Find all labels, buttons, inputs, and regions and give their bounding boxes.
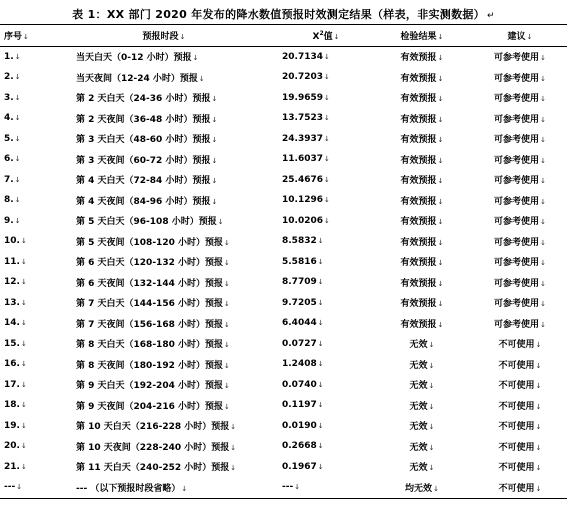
cell-end-mark: ↓ xyxy=(198,74,205,83)
cell-result: 无效↓ xyxy=(409,401,435,412)
cell-end-mark: ↓ xyxy=(317,339,324,348)
cell-seq: 4.↓ xyxy=(4,113,21,124)
cell-end-mark: ↓ xyxy=(181,484,188,493)
cell-end-mark: ↓ xyxy=(14,155,21,164)
cell-chi-square: 25.4676↓ xyxy=(282,174,330,185)
cell-end-mark: ↓ xyxy=(540,115,546,124)
cell-result: 有效预报↓ xyxy=(400,155,444,166)
cell-end-mark: ↓ xyxy=(437,95,444,104)
cell-seq: 18.↓ xyxy=(4,400,27,411)
header-period: 预报时段↓ xyxy=(142,31,186,42)
cell-seq: 8.↓ xyxy=(4,195,21,206)
cell-period: 第 10 天夜间（228-240 小时）预报↓ xyxy=(76,442,237,453)
cell-chi-square: 5.5816↓ xyxy=(282,256,324,267)
cell-advice: 不可使用↓ xyxy=(498,483,542,494)
cell-advice: 可参考使用↓ xyxy=(494,176,546,187)
cell-end-mark: ↓ xyxy=(317,237,324,246)
cell-end-mark: ↓ xyxy=(437,136,444,145)
cell-end-mark: ↓ xyxy=(20,339,27,348)
cell-end-mark: ↓ xyxy=(437,259,444,268)
cell-chi-square: 11.6037↓ xyxy=(282,154,330,165)
cell-advice: 不可使用↓ xyxy=(498,381,542,392)
cell-advice: 不可使用↓ xyxy=(498,422,542,433)
cell-result: 有效预报↓ xyxy=(400,278,444,289)
cell-chi-square: 8.7709↓ xyxy=(282,277,324,288)
cell-period: 第 8 天白天（168-180 小时）预报↓ xyxy=(76,340,230,351)
cell-period: 当天白天（0-12 小时）预报↓ xyxy=(76,53,199,64)
cell-result: 无效↓ xyxy=(409,442,435,453)
cell-end-mark: ↓ xyxy=(20,257,27,266)
cell-end-mark: ↓ xyxy=(223,300,230,309)
table-row xyxy=(0,313,567,334)
cell-period: 第 10 天白天（216-228 小时）预报↓ xyxy=(76,422,237,433)
cell-period: 第 2 天白天（24-36 小时）预报↓ xyxy=(76,94,218,105)
cell-end-mark: ↓ xyxy=(14,134,21,143)
cell-seq: 16.↓ xyxy=(4,359,27,370)
cell-end-mark: ↓ xyxy=(428,341,435,350)
cell-period: 第 9 天夜间（204-216 小时）预报↓ xyxy=(76,401,230,412)
cell-end-mark: ↓ xyxy=(428,443,435,452)
cell-result: 无效↓ xyxy=(409,360,435,371)
cell-end-mark: ↓ xyxy=(317,421,324,430)
cell-advice: 可参考使用↓ xyxy=(494,94,546,105)
cell-advice: 可参考使用↓ xyxy=(494,258,546,269)
cell-period: 第 2 天夜间（36-48 小时）预报↓ xyxy=(76,114,218,125)
cell-end-mark: ↓ xyxy=(317,319,324,328)
cell-end-mark: ↓ xyxy=(211,197,218,206)
table-row xyxy=(0,46,567,67)
cell-end-mark: ↓ xyxy=(437,279,444,288)
cell-end-mark: ↓ xyxy=(540,95,546,104)
cell-end-mark: ↓ xyxy=(223,320,230,329)
cell-advice: 可参考使用↓ xyxy=(494,319,546,330)
cell-seq: 20.↓ xyxy=(4,441,27,452)
cell-advice: 可参考使用↓ xyxy=(494,73,546,84)
cell-seq: 10.↓ xyxy=(4,236,27,247)
cell-advice: 可参考使用↓ xyxy=(494,53,546,64)
cell-end-mark: ↓ xyxy=(20,401,27,410)
cell-result: 无效↓ xyxy=(409,463,435,474)
table-row xyxy=(0,252,567,273)
cell-end-mark: ↓ xyxy=(317,360,324,369)
cell-seq: ---↓ xyxy=(4,482,23,493)
cell-advice: 不可使用↓ xyxy=(498,463,542,474)
cell-seq: 21.↓ xyxy=(4,461,27,472)
cell-end-mark: ↓ xyxy=(540,156,546,165)
cell-advice: 可参考使用↓ xyxy=(494,135,546,146)
table-caption xyxy=(0,6,567,22)
cell-period: 第 11 天白天（240-252 小时）预报↓ xyxy=(76,463,237,474)
cell-seq: 6.↓ xyxy=(4,154,21,165)
cell-end-mark: ↓ xyxy=(294,483,301,492)
table-row xyxy=(0,67,567,88)
cell-end-mark: ↓ xyxy=(223,341,230,350)
cell-chi-square: 0.1967↓ xyxy=(282,461,324,472)
cell-end-mark: ↓ xyxy=(437,115,444,124)
table-row xyxy=(0,88,567,109)
cell-advice: 可参考使用↓ xyxy=(494,278,546,289)
cell-result: 无效↓ xyxy=(409,422,435,433)
cell-result: 有效预报↓ xyxy=(400,217,444,228)
cell-chi-square: 20.7134↓ xyxy=(282,51,330,62)
cell-result: 均无效↓ xyxy=(405,483,439,494)
cell-result: 有效预报↓ xyxy=(400,258,444,269)
cell-end-mark: ↓ xyxy=(437,320,444,329)
cell-period: 第 6 天夜间（132-144 小时）预报↓ xyxy=(76,278,230,289)
cell-end-mark: ↓ xyxy=(535,464,542,473)
cell-end-mark: ↓ xyxy=(428,382,435,391)
cell-seq: 12.↓ xyxy=(4,277,27,288)
cell-seq: 14.↓ xyxy=(4,318,27,329)
table-row xyxy=(0,334,567,355)
cell-chi-square: 1.2408↓ xyxy=(282,359,324,370)
cell-end-mark: ↓ xyxy=(230,443,237,452)
cell-end-mark: ↓ xyxy=(535,484,542,493)
table-row xyxy=(0,354,567,375)
cell-result: 无效↓ xyxy=(409,381,435,392)
cell-advice: 不可使用↓ xyxy=(498,340,542,351)
cell-period: 第 6 天白天（120-132 小时）预报↓ xyxy=(76,258,230,269)
cell-period: 当天夜间（12-24 小时）预报↓ xyxy=(76,73,205,84)
cell-end-mark: ↓ xyxy=(540,74,546,83)
cell-result: 有效预报↓ xyxy=(400,94,444,105)
cell-result: 有效预报↓ xyxy=(400,73,444,84)
cell-end-mark: ↓ xyxy=(428,464,435,473)
cell-period: --- （以下预报时段省略）↓ xyxy=(76,483,188,494)
cell-end-mark: ↓ xyxy=(14,73,21,82)
table-row xyxy=(0,108,567,129)
cell-chi-square: 8.5832↓ xyxy=(282,236,324,247)
caption-text: 表 1：XX 部门 2020 年发布的降水数值预报时效测定结果（样表，非实测数据） xyxy=(72,8,485,21)
cell-advice: 可参考使用↓ xyxy=(494,299,546,310)
cell-period: 第 5 天夜间（108-120 小时）预报↓ xyxy=(76,237,230,248)
header-result: 检验结果↓ xyxy=(400,31,444,42)
cell-end-mark: ↓ xyxy=(437,197,444,206)
cell-chi-square: 13.7523↓ xyxy=(282,113,330,124)
cell-advice: 可参考使用↓ xyxy=(494,196,546,207)
cell-chi-square: 10.0206↓ xyxy=(282,215,330,226)
cell-end-mark: ↓ xyxy=(535,443,542,452)
cell-end-mark: ↓ xyxy=(535,382,542,391)
cell-advice: 可参考使用↓ xyxy=(494,155,546,166)
cell-end-mark: ↓ xyxy=(437,238,444,247)
cell-end-mark: ↓ xyxy=(540,54,546,63)
cell-period: 第 8 天夜间（180-192 小时）预报↓ xyxy=(76,360,230,371)
table-row xyxy=(0,375,567,396)
cell-end-mark: ↓ xyxy=(223,361,230,370)
cell-end-mark: ↓ xyxy=(437,74,444,83)
cell-period: 第 4 天白天（72-84 小时）预报↓ xyxy=(76,176,218,187)
cell-advice: 可参考使用↓ xyxy=(494,114,546,125)
cell-seq: 13.↓ xyxy=(4,297,27,308)
cell-chi-square: 0.0740↓ xyxy=(282,379,324,390)
cell-end-mark: ↓ xyxy=(223,259,230,268)
table-row xyxy=(0,457,567,478)
cell-end-mark: ↓ xyxy=(324,93,330,102)
cell-seq: 9.↓ xyxy=(4,215,21,226)
cell-end-mark: ↓ xyxy=(428,361,435,370)
cell-chi-square: 19.9659↓ xyxy=(282,92,330,103)
cell-period: 第 9 天白天（192-204 小时）预报↓ xyxy=(76,381,230,392)
cell-result: 有效预报↓ xyxy=(400,299,444,310)
cell-end-mark: ↓ xyxy=(324,175,330,184)
table-row xyxy=(0,149,567,170)
cell-period: 第 3 天白天（48-60 小时）预报↓ xyxy=(76,135,218,146)
cell-advice: 不可使用↓ xyxy=(498,360,542,371)
cell-advice: 可参考使用↓ xyxy=(494,217,546,228)
cell-seq: 15.↓ xyxy=(4,338,27,349)
cell-end-mark: ↓ xyxy=(14,175,21,184)
cell-result: 有效预报↓ xyxy=(400,196,444,207)
cell-end-mark: ↓ xyxy=(317,401,324,410)
cell-end-mark: ↓ xyxy=(20,380,27,389)
cell-end-mark: ↓ xyxy=(540,279,546,288)
cell-end-mark: ↓ xyxy=(324,216,330,225)
table-row xyxy=(0,395,567,416)
cell-chi-square: 0.2668↓ xyxy=(282,441,324,452)
cell-end-mark: ↓ xyxy=(223,382,230,391)
table-row xyxy=(0,416,567,437)
table-row xyxy=(0,272,567,293)
cell-end-mark: ↓ xyxy=(14,93,21,102)
cell-end-mark: ↓ xyxy=(230,423,237,432)
table-row xyxy=(0,211,567,232)
cell-seq: 11.↓ xyxy=(4,256,27,267)
cell-end-mark: ↓ xyxy=(535,361,542,370)
cell-period: 第 7 天白天（144-156 小时）预报↓ xyxy=(76,299,230,310)
cell-end-mark: ↓ xyxy=(211,95,218,104)
cell-end-mark: ↓ xyxy=(20,360,27,369)
cell-end-mark: ↓ xyxy=(317,442,324,451)
cell-period: 第 3 天夜间（60-72 小时）预报↓ xyxy=(76,155,218,166)
cell-result: 无效↓ xyxy=(409,340,435,351)
cell-chi-square: 6.4044↓ xyxy=(282,318,324,329)
cell-end-mark: ↓ xyxy=(223,279,230,288)
cell-end-mark: ↓ xyxy=(535,402,542,411)
cell-chi-square: 10.1296↓ xyxy=(282,195,330,206)
cell-end-mark: ↓ xyxy=(540,238,546,247)
cell-result: 有效预报↓ xyxy=(400,135,444,146)
header-chi-square: $X^2$值↓ xyxy=(312,29,340,42)
cell-seq: 2.↓ xyxy=(4,72,21,83)
cell-end-mark: ↓ xyxy=(437,300,444,309)
cell-result: 有效预报↓ xyxy=(400,53,444,64)
cell-end-mark: ↓ xyxy=(317,298,324,307)
table-row xyxy=(0,129,567,150)
cell-result: 有效预报↓ xyxy=(400,114,444,125)
cell-end-mark: ↓ xyxy=(16,483,23,492)
cell-chi-square: ---↓ xyxy=(282,482,301,493)
table-row xyxy=(0,436,567,457)
cell-chi-square: 0.0727↓ xyxy=(282,338,324,349)
header-seq: 序号↓ xyxy=(4,31,29,42)
cell-end-mark: ↓ xyxy=(540,300,546,309)
cell-end-mark: ↓ xyxy=(324,73,330,82)
cell-end-mark: ↓ xyxy=(437,177,444,186)
cell-end-mark: ↓ xyxy=(317,257,324,266)
cell-chi-square: 24.3937↓ xyxy=(282,133,330,144)
cell-end-mark: ↓ xyxy=(211,136,218,145)
cell-seq: 1.↓ xyxy=(4,51,21,62)
cell-end-mark: ↓ xyxy=(223,238,230,247)
cell-result: 有效预报↓ xyxy=(400,237,444,248)
cell-end-mark: ↓ xyxy=(192,54,199,63)
cell-end-mark: ↓ xyxy=(211,177,218,186)
cell-end-mark: ↓ xyxy=(20,278,27,287)
cell-chi-square: 0.0190↓ xyxy=(282,420,324,431)
cell-end-mark: ↓ xyxy=(540,177,546,186)
cell-end-mark: ↓ xyxy=(20,421,27,430)
cell-period: 第 7 天夜间（156-168 小时）预报↓ xyxy=(76,319,230,330)
cell-end-mark: ↓ xyxy=(14,196,21,205)
cell-chi-square: 9.7205↓ xyxy=(282,297,324,308)
cell-period: 第 4 天夜间（84-96 小时）预报↓ xyxy=(76,196,218,207)
table-row xyxy=(0,190,567,211)
cell-end-mark: ↓ xyxy=(535,423,542,432)
cell-end-mark: ↓ xyxy=(20,237,27,246)
table-row xyxy=(0,477,567,498)
table-row xyxy=(0,293,567,314)
cell-end-mark: ↓ xyxy=(317,462,324,471)
cell-end-mark: ↓ xyxy=(14,216,21,225)
cell-end-mark: ↓ xyxy=(540,320,546,329)
cell-end-mark: ↓ xyxy=(223,402,230,411)
cell-end-mark: ↓ xyxy=(317,278,324,287)
cell-chi-square: 0.1197↓ xyxy=(282,400,324,411)
cell-end-mark: ↓ xyxy=(535,341,542,350)
results-table xyxy=(0,24,567,499)
cell-end-mark: ↓ xyxy=(540,218,546,227)
cell-seq: 19.↓ xyxy=(4,420,27,431)
cell-end-mark: ↓ xyxy=(317,380,324,389)
cell-end-mark: ↓ xyxy=(428,402,435,411)
cell-seq: 7.↓ xyxy=(4,174,21,185)
cell-end-mark: ↓ xyxy=(14,114,21,123)
cell-end-mark: ↓ xyxy=(540,197,546,206)
table-row xyxy=(0,170,567,191)
cell-period: 第 5 天白天（96-108 小时）预报↓ xyxy=(76,217,224,228)
cell-end-mark: ↓ xyxy=(324,114,330,123)
cell-end-mark: ↓ xyxy=(324,155,330,164)
cell-end-mark: ↓ xyxy=(433,484,439,493)
cell-end-mark: ↓ xyxy=(324,196,330,205)
cell-advice: 可参考使用↓ xyxy=(494,237,546,248)
cell-result: 有效预报↓ xyxy=(400,176,444,187)
cell-end-mark: ↓ xyxy=(540,259,546,268)
cell-end-mark: ↓ xyxy=(437,218,444,227)
cell-end-mark: ↓ xyxy=(217,218,224,227)
cell-end-mark: ↓ xyxy=(324,52,330,61)
cell-end-mark: ↓ xyxy=(437,54,444,63)
cell-end-mark: ↓ xyxy=(540,136,546,145)
cell-end-mark: ↓ xyxy=(14,52,21,61)
cell-result: 有效预报↓ xyxy=(400,319,444,330)
paragraph-mark: ↵ xyxy=(487,11,495,21)
header-advice: 建议↓ xyxy=(507,31,533,42)
cell-end-mark: ↓ xyxy=(20,442,27,451)
cell-seq: 5.↓ xyxy=(4,133,21,144)
cell-end-mark: ↓ xyxy=(20,298,27,307)
cell-end-mark: ↓ xyxy=(437,156,444,165)
cell-end-mark: ↓ xyxy=(20,462,27,471)
cell-chi-square: 20.7203↓ xyxy=(282,72,330,83)
table-header-row xyxy=(0,25,567,47)
cell-seq: 17.↓ xyxy=(4,379,27,390)
cell-end-mark: ↓ xyxy=(20,319,27,328)
cell-advice: 不可使用↓ xyxy=(498,401,542,412)
cell-end-mark: ↓ xyxy=(211,115,218,124)
cell-end-mark: ↓ xyxy=(230,464,237,473)
table-row xyxy=(0,231,567,252)
cell-seq: 3.↓ xyxy=(4,92,21,103)
table-body xyxy=(0,46,567,498)
cell-end-mark: ↓ xyxy=(211,156,218,165)
cell-advice: 不可使用↓ xyxy=(498,442,542,453)
cell-end-mark: ↓ xyxy=(428,423,435,432)
cell-end-mark: ↓ xyxy=(324,134,330,143)
